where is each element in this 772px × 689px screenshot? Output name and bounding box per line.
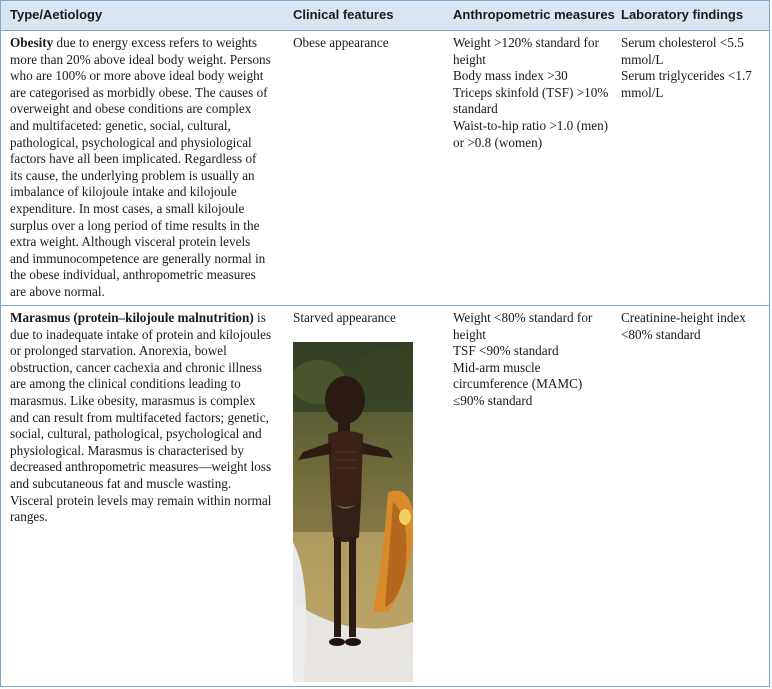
cell-anthropometric	[453, 306, 611, 410]
type-title: Marasmus (protein–kilojoule malnutrition)	[10, 310, 254, 325]
header-anthropometric: Anthropometric measures	[453, 7, 615, 22]
clinical-features: Starved appearance	[293, 310, 396, 325]
photo-image	[293, 342, 413, 682]
measure-item: Mid-arm muscle circumference (MAMC) ≤90% standard	[453, 359, 583, 408]
lab-item: Creatinine-height index <80% standard	[621, 310, 746, 342]
cell-type	[10, 306, 272, 526]
cell-clinical	[293, 306, 443, 327]
starved-child-photo	[293, 342, 413, 682]
measure-item: Weight <80% standard for height	[453, 310, 593, 342]
measure-item: Waist-to-hip ratio >1.0 (men) or >0.8 (women)	[453, 117, 609, 150]
cell-type	[10, 31, 272, 301]
clinical-features: Obese appearance	[293, 35, 389, 50]
header-type: Type/Aetiology	[10, 7, 103, 22]
header-laboratory: Laboratory findings	[621, 7, 744, 22]
table-row-obesity	[1, 31, 769, 306]
measure-item: Triceps skinfold (TSF) >10% standard	[453, 84, 609, 117]
type-title: Obesity	[10, 35, 54, 50]
type-description: due to energy excess refers to weights more than 20% above ideal body weight. Persons who are 100% or more above ideal body weight are categorised as morbidly obese. The causes of overweight and obese conditions are complex and multifaceted: genetic, social, cultural, pathological, psychological and physiological factors have all been implicated. Regardless of its cause, the underlying problem is usually an imbalance of kilojoule intake and kilojoule expenditure. In most cases, a small kilojoule surplus over a long period of time results in the extra weight. Although visceral protein levels and immunocompetence are generally normal in the obese individual, anthropometric measures are above normal.	[10, 35, 271, 299]
cell-clinical	[293, 31, 443, 52]
type-description: is due to inadequate intake of protein and kilojoules or prolonged starvation. Anorexia, bowel obstruction, cancer cachexia and chronic illness are among the clinical conditions leading to marasmus. Like obesity, marasmus is complex and can result from multifaceted factors; genetic, social, cultural, pathological, psychological and physiological. Marasmus is characterised by decreased anthropometric measures—weight loss and subcutaneous fat and muscle wasting. Visceral protein levels may remain within normal ranges.	[10, 310, 272, 525]
table-header	[1, 1, 769, 31]
lab-item: Serum cholesterol <5.5 mmol/L	[621, 35, 744, 67]
table-row-marasmus	[1, 306, 769, 688]
cell-anthropometric	[453, 31, 611, 151]
measure-item: Body mass index >30	[453, 68, 568, 84]
measure-item: Weight >120% standard for height	[453, 35, 599, 67]
cell-laboratory	[621, 306, 766, 343]
measure-item: TSF <90% standard	[453, 343, 559, 359]
header-clinical: Clinical features	[293, 7, 394, 22]
cell-laboratory	[621, 31, 766, 101]
lab-item: Serum triglycerides <1.7 mmol/L	[621, 68, 752, 100]
